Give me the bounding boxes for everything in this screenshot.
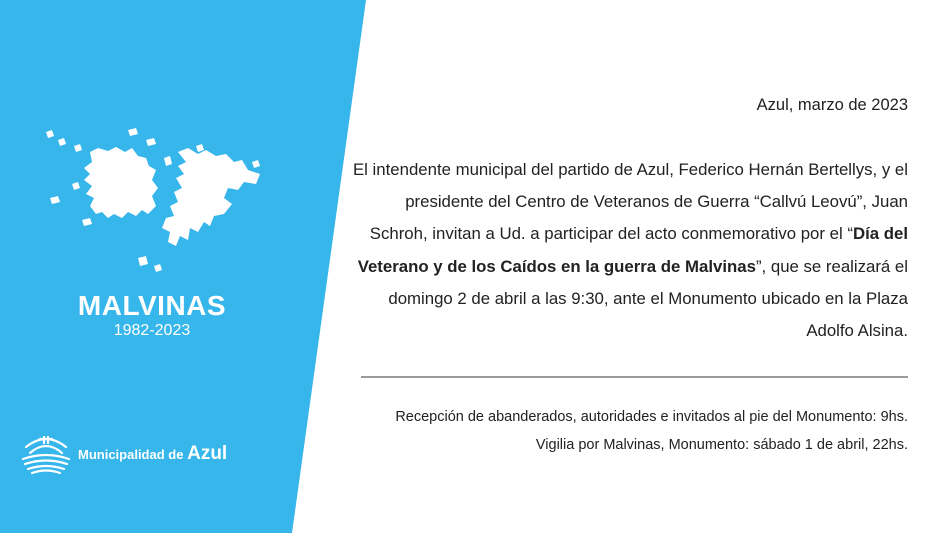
municipality-logo-text — [78, 443, 227, 465]
letter-date: Azul, marzo de 2023 — [756, 96, 908, 114]
municipality-logo — [20, 433, 227, 475]
divider — [361, 376, 908, 378]
malvinas-years: 1982-2023 — [113, 322, 191, 339]
note-vigil: Vigilia por Malvinas, Monumento: sábado 1 de abril, 22hs. — [535, 437, 908, 453]
body-part1: El intendente municipal del partido de Azul, Federico Hernán Bertellys, y el presidente del Centro de Veteranos de Guerra “Callvú Leovú”, Juan Schroh, invitan a Ud. a participar del acto conmemorativo por el “ — [352, 160, 908, 244]
malvinas-islands-icon — [28, 118, 273, 283]
note-reception: Recepción de abanderados, autoridades e invitados al pie del Monumento: 9hs. — [395, 409, 908, 425]
municipality-logo-icon — [20, 433, 72, 475]
malvinas-title: MALVINAS — [77, 290, 227, 321]
body-bold-event: Día del Veterano y de los Caídos en la guerra de Malvinas — [357, 224, 908, 276]
body-part2: ”, que se realizará el domingo 2 de abril a las 9:30, ante el Monumento ubicado en la Plaza Adolfo Alsina. — [388, 256, 908, 341]
logo-text-small: Municipalidad de — [78, 447, 184, 462]
invitation-body — [350, 154, 908, 347]
logo-text-big: Azul — [187, 443, 228, 464]
